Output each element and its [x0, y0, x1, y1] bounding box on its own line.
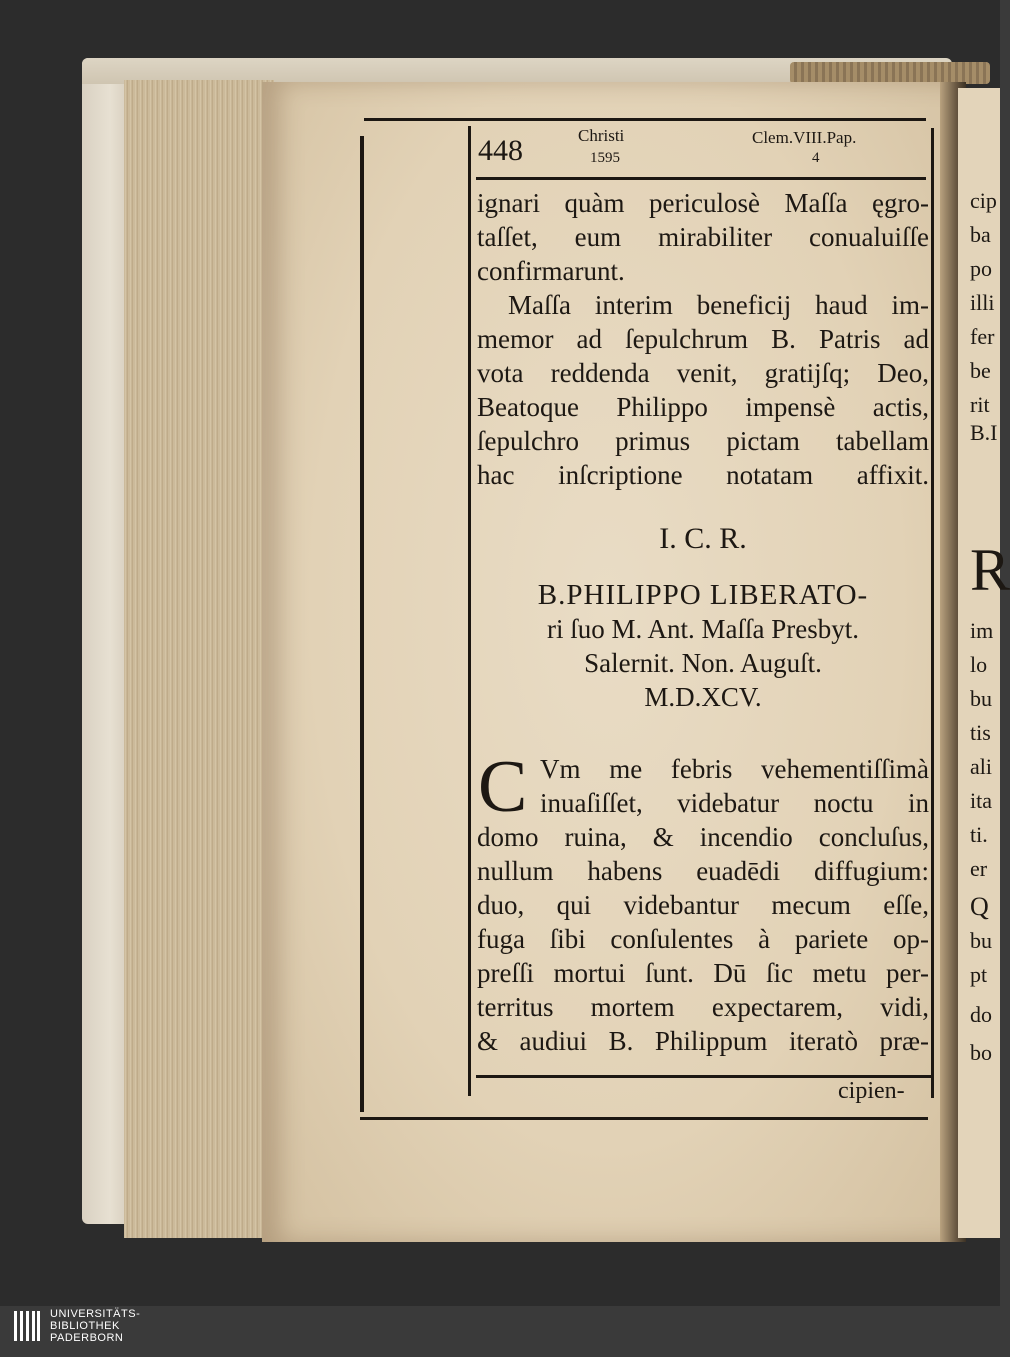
facing-page-fragment: do [970, 1002, 992, 1027]
facing-page-fragment: cip [970, 188, 997, 213]
library-name-line: UNIVERSITÄTS- [50, 1308, 141, 1320]
inscription-line: ri ſuo M. Ant. Maſſa Presbyt. [547, 614, 859, 644]
running-head-regnal-year: 4 [812, 150, 820, 166]
inscription-line: B.PHILIPPO LIBERATO- [537, 579, 869, 611]
frame-outer-top [364, 118, 926, 121]
page-block-edges [124, 80, 274, 1238]
library-name [50, 1308, 140, 1344]
text-line: duo, qui videbantur mecum eſſe, [477, 890, 929, 920]
frame-inner-left [468, 126, 471, 1096]
text-line: taſſet, eum mirabiliter conualuiſſe [477, 222, 929, 252]
catchword: cipien- [838, 1078, 905, 1104]
frame-outer-left [360, 136, 364, 1112]
page-number: 448 [478, 134, 523, 167]
text-line: fuga ſibi conſulentes à pariete op- [477, 924, 929, 954]
facing-page-fragment: B.I [970, 420, 998, 445]
running-head-right: Clem.VIII.Pap. [752, 128, 857, 147]
running-head-left: Christi [578, 126, 625, 145]
facing-page-fragment: po [970, 256, 992, 281]
inscription-line: Salernit. Non. Auguſt. [584, 648, 822, 678]
text-line: domo ruina, & incendio concluſus, [477, 822, 929, 852]
inscription-heading: I. C. R. [659, 522, 747, 555]
facing-page-fragment: im [970, 618, 994, 643]
library-footer [0, 1306, 1000, 1357]
facing-page-fragment: be [970, 358, 991, 383]
text-line: vota reddenda venit, gratijſq; Deo, [477, 358, 929, 388]
facing-page-fragment: ba [970, 222, 991, 247]
text-line: Beatoque Philippo impensè actis, [477, 392, 929, 422]
text-line: ignari quàm periculosè Maſſa ęgro- [477, 188, 929, 218]
library-name-line: BIBLIOTHEK [50, 1320, 120, 1332]
text-line: inuaſiſſet, videbatur noctu in [540, 788, 929, 818]
inscription-line: M.D.XCV. [644, 682, 762, 712]
facing-page-fragment: tis [970, 720, 991, 745]
facing-page-fragment: ti. [970, 822, 988, 847]
text-line: hac inſcriptione notatam affixit. [477, 460, 929, 490]
library-name-line: PADERBORN [50, 1332, 124, 1344]
facing-page-fragment: bu [970, 928, 992, 953]
drop-cap: C [478, 746, 528, 828]
running-head-year: 1595 [590, 150, 620, 166]
text-line: preſſi mortui ſunt. Dū ſic metu per- [477, 958, 929, 988]
facing-page-fragment: er [970, 856, 988, 881]
facing-page-fragment: rit [970, 392, 990, 417]
facing-page-fragment: pt [970, 962, 988, 987]
text-line: confirmarunt. [477, 256, 625, 286]
text-line: & audiui B. Philippum iteratò præ- [477, 1026, 929, 1056]
facing-page-fragment: lo [970, 652, 988, 677]
text-line: Vm me febris vehementiſſimà [540, 754, 929, 784]
facing-page-fragment: fer [970, 324, 995, 349]
facing-page-fragment: illi [970, 290, 995, 315]
facing-page-fragment: bu [970, 686, 992, 711]
text-line: nullum habens euadēdi diffugium: [477, 856, 929, 886]
text-line: ſepulchro primus pictam tabellam [477, 426, 929, 456]
facing-page-fragment: R [970, 537, 1010, 603]
facing-page-fragment: ita [970, 788, 992, 813]
text-line: Maſſa interim beneficij haud im- [508, 290, 929, 320]
facing-page-fragment: bo [970, 1040, 992, 1065]
facing-page-fragment: Q [970, 892, 989, 921]
binding-tie [790, 62, 990, 84]
frame-right [931, 128, 934, 1098]
library-logo-icon [14, 1311, 40, 1341]
frame-outer-bottom [360, 1117, 928, 1120]
text-line: memor ad ſepulchrum B. Patris ad [477, 324, 929, 354]
text-line: territus mortem expectarem, vidi, [477, 992, 929, 1022]
facing-page-fragment: ali [970, 754, 992, 779]
header-rule [476, 177, 926, 180]
